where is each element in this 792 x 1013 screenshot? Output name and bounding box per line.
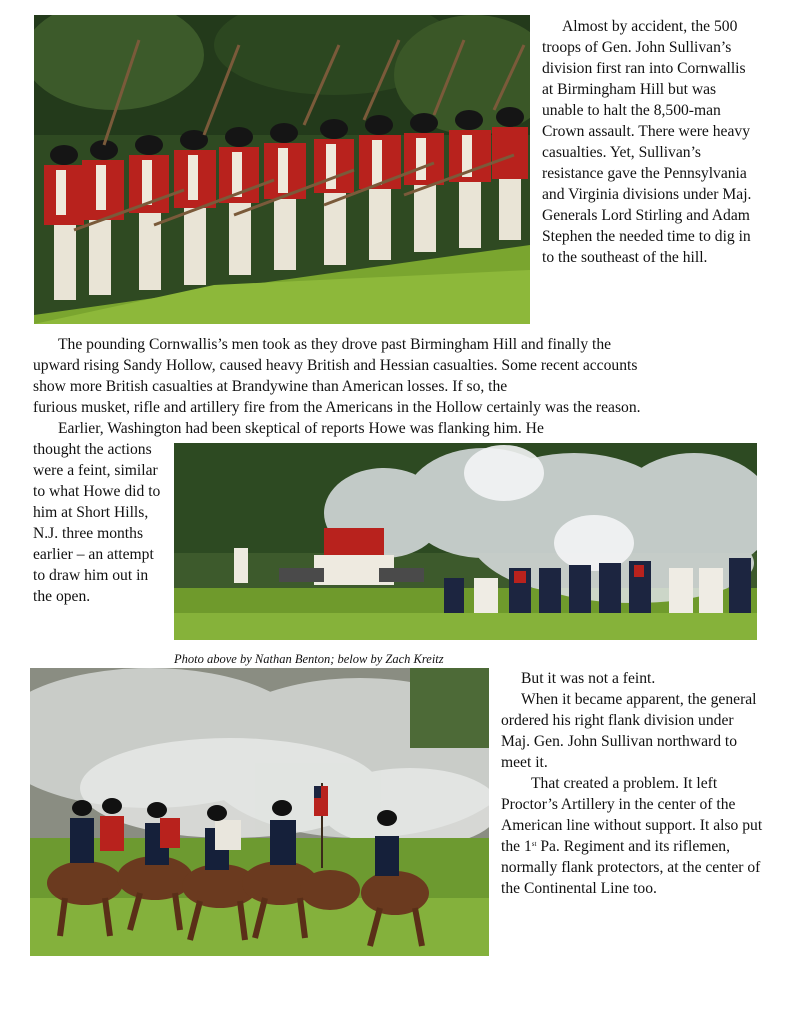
paragraph-right-flank-order: When it became apparent, the general ordered his right flank division under Maj. Gen. John Sullivan northward to meet it. xyxy=(501,691,757,771)
paragraph-washington-line-1: Earlier, Washington had been skeptical of reports Howe was flanking him. He xyxy=(58,420,544,437)
redcoats-photo-art xyxy=(34,15,530,324)
battlefield-photo-art xyxy=(174,443,757,640)
paragraph-cornwallis-line-4: furious musket, rifle and artillery fire from the Americans in the Hollow certainly was the reason. xyxy=(33,399,641,416)
photo-credit-caption: Photo above by Nathan Benton; below by Zach Kreitz xyxy=(174,652,444,666)
redcoats-advancing-photo xyxy=(34,15,530,324)
paragraph-cornwallis-line-2: upward rising Sandy Hollow, caused heavy British and Hessian casualties. Some recent accounts xyxy=(33,357,638,374)
paragraph-proctor-artillery xyxy=(501,773,763,899)
cavalry-charge-photo xyxy=(30,668,489,956)
proctor-text-b: Pa. Regiment and its riflemen, normally flank protectors, at the center of the Continental Line too. xyxy=(501,838,761,897)
battlefield-smoke-photo xyxy=(174,443,757,640)
paragraph-washington-rest: thought the actions were a feint, similar to what Howe did to him at Short Hills, N.J. three months earlier – an attempt to draw him out in the open. xyxy=(33,441,161,605)
paragraph-cornwallis-line-1: The pounding Cornwallis’s men took as they drove past Birmingham Hill and finally the xyxy=(58,336,612,353)
paragraph-sullivan-division: Almost by accident, the 500 troops of Gen. John Sullivan’s division first ran into Cornwallis at Birmingham Hill but was unable to halt the 8,500-man Crown assault. There were heavy casualties. Yet, Sullivan’s resistance gave the Pennsylvania and Virginia divisions under Maj. Generals Lord Stirling and Adam Stephen the needed time to dig in to the southeast of the hill. xyxy=(542,18,752,266)
paragraph-not-a-feint: But it was not a feint. xyxy=(521,670,656,687)
ordinal-suffix: st xyxy=(531,840,537,848)
cavalry-photo-art xyxy=(30,668,489,956)
paragraph-cornwallis-line-3: show more British casualties at Brandywine than American losses. If so, the xyxy=(33,378,508,395)
proctor-text-a: That created a problem. It left Proctor’s Artillery in the center of the American line without support. It also put the 1 xyxy=(501,775,763,855)
